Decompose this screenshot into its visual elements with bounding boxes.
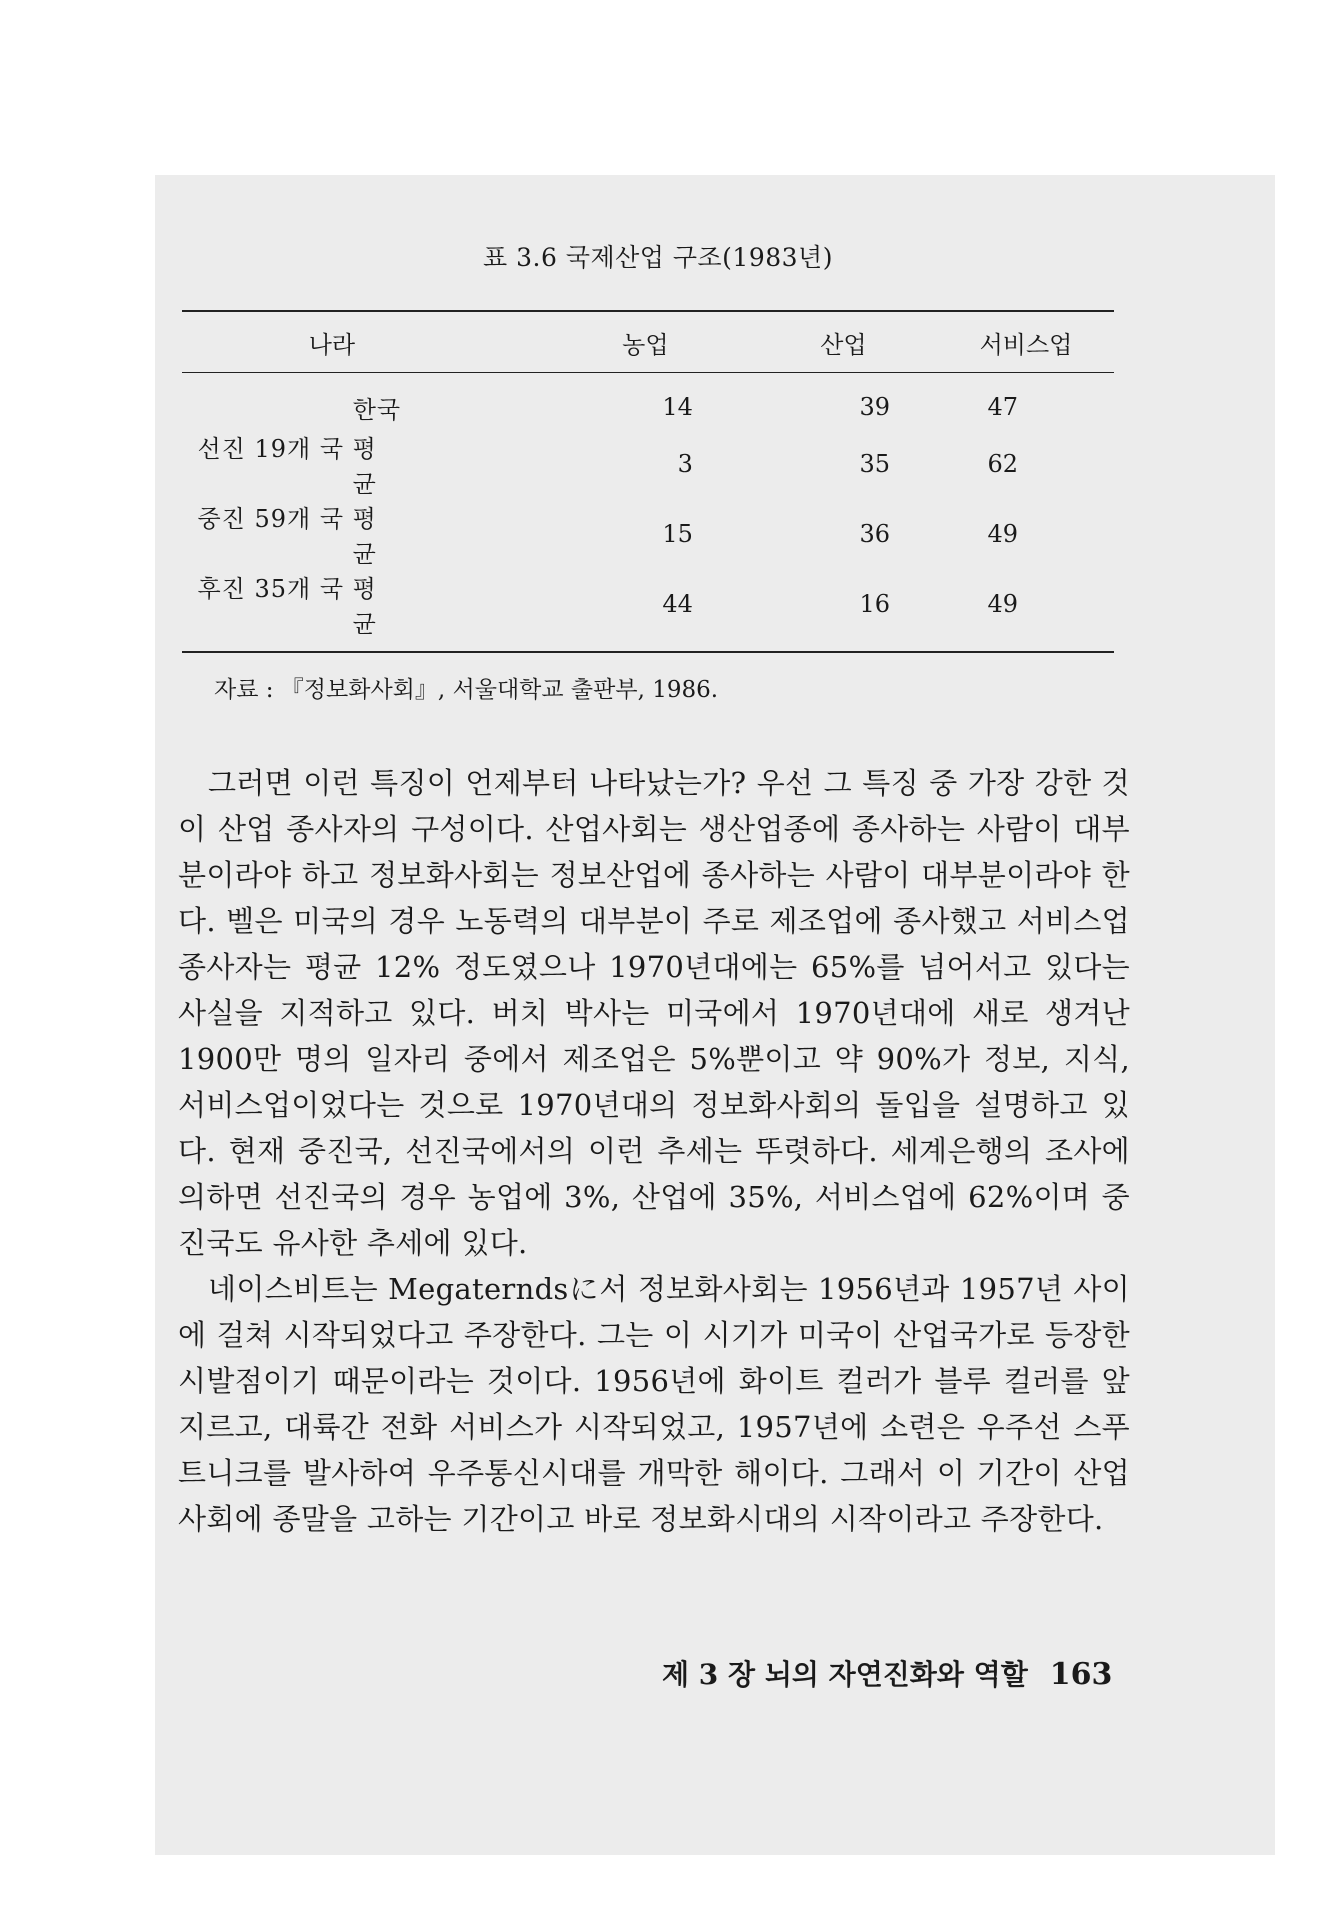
cell-industry: 36 [859, 520, 890, 548]
table-row [182, 373, 1114, 430]
cell-country: 한국 [352, 395, 402, 424]
page-number: 163 [1049, 1657, 1113, 1692]
header-industry: 산업 [820, 330, 867, 359]
page-footer [662, 1653, 1112, 1693]
body-text [178, 760, 1130, 1542]
cell-agriculture: 15 [662, 520, 693, 548]
chapter-title: 제 3 장 뇌의 자연진화와 역할 [662, 1658, 1028, 1691]
cell-industry: 39 [859, 393, 890, 421]
cell-service: 49 [987, 590, 1018, 618]
cell-agriculture: 3 [677, 450, 693, 478]
industry-structure-table [182, 310, 1114, 653]
cell-agriculture: 44 [662, 590, 693, 618]
cell-agriculture: 14 [662, 393, 693, 421]
table-row [182, 499, 1114, 569]
table-row [182, 429, 1114, 499]
cell-industry: 35 [859, 450, 890, 478]
paragraph: 네이스비트는 Megaterndsに서 정보화사회는 1956년과 1957년 사이에 걸쳐 시작되었다고 주장한다. 그는 이 시기가 미국이 산업국가로 등장한 시발점이기 때문이라는 것이다. 1956년에 화이트 컬러가 블루 컬러를 앞지르고, 대륙간 전화 서비스가 시작되었고, 1957년에 소련은 우주선 스푸트니크를 발사하여 우주통신시대를 개막한 해이다. 그래서 이 기간이 산업사회에 종말을 고하는 기간이고 바로 정보화시대의 시작이라고 주장한다. [178, 1272, 1130, 1536]
table-header-row [182, 311, 1114, 373]
header-country: 나라 [308, 330, 356, 359]
table-source-note: 자료 : 『정보화사회』, 서울대학교 출판부, 1986. [214, 677, 719, 703]
table-title: 표 3.6 국제산업 구조(1983년) [483, 243, 833, 272]
cell-country: 선진 19개 국 평균 [197, 435, 377, 498]
cell-service: 62 [987, 450, 1018, 478]
cell-industry: 16 [859, 590, 890, 618]
cell-service: 47 [987, 393, 1018, 421]
page-content [178, 238, 1130, 1542]
paragraph: 그러면 이런 특징이 언제부터 나타났는가? 우선 그 특징 중 가장 강한 것이 산업 종사자의 구성이다. 산업사회는 생산업종에 종사하는 사람이 대부분이라야 하고 정보화사회는 정보산업에 종사하는 사람이 대부분이라야 한다. 벨은 미국의 경우 노동력의 대부분이 주로 제조업에 종사했고 서비스업 종사자는 평균 12% 정도였으나 1970년대에는 65%를 넘어서고 있다는 사실을 지적하고 있다. 버치 박사는 미국에서 1970년대에 새로 생겨난 1900만 명의 일자리 중에서 제조업은 5%뿐이고 약 90%가 정보, 지식, 서비스업이었다는 것으로 1970년대의 정보화사회의 돌입을 설명하고 있다. 현재 중진국, 선진국에서의 이런 추세는 뚜렷하다. 세계은행의 조사에 의하면 선진국의 경우 농업에 3%, 산업에 35%, 서비스업에 62%이며 중진국도 유사한 추세에 있다. [178, 766, 1130, 1260]
cell-country: 중진 59개 국 평균 [197, 505, 377, 568]
table-row [182, 569, 1114, 652]
header-service: 서비스업 [979, 330, 1073, 359]
cell-country: 후진 35개 국 평균 [197, 575, 377, 638]
cell-service: 49 [987, 520, 1018, 548]
header-agriculture: 농업 [622, 330, 669, 359]
